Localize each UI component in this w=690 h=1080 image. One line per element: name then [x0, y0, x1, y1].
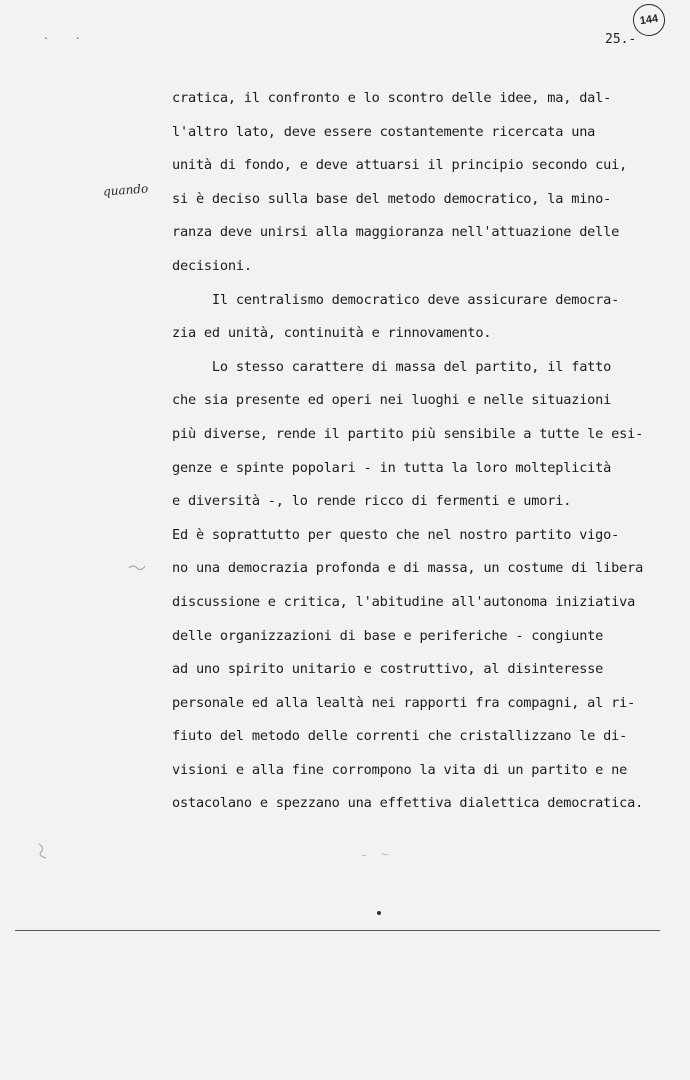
page-number: 25.-: [605, 32, 637, 47]
text-line: delle organizzazioni di base e periferiche - congiunte: [172, 627, 604, 644]
text-line: e diversità -, lo rende ricco di fermenti e umori.: [172, 493, 572, 510]
bottom-rule: [15, 930, 660, 931]
ink-dot: [377, 911, 381, 915]
text-line: discussione e critica, l'abitudine all'autonoma iniziativa: [172, 593, 636, 610]
text-line: no una democrazia profonda e di massa, un costume di libera: [172, 560, 644, 577]
text-line: Ed è soprattutto per questo che nel nostro partito vigo-: [172, 526, 620, 543]
text-line: Il centralismo democratico deve assicurare democra-: [172, 291, 620, 308]
text-line: unità di fondo, e deve attuarsi il principio secondo cui,: [172, 157, 628, 174]
edge-marks: . .: [44, 26, 92, 42]
text-line: decisioni.: [172, 257, 252, 274]
text-line: l'altro lato, deve essere costantemente ricercata una: [172, 123, 596, 140]
stray-ink-mark: [128, 562, 146, 572]
stray-ink-mark: [360, 850, 390, 860]
text-line: ostacolano e spezzano una effettiva dialettica democratica.: [172, 795, 644, 812]
text-line: fiuto del metodo delle correnti che cristallizzano le di-: [172, 728, 628, 745]
text-line: ranza deve unirsi alla maggioranza nell'attuazione delle: [172, 224, 620, 241]
text-line: cratica, il confronto e lo scontro delle idee, ma, dal-: [172, 90, 612, 106]
text-line: visioni e alla fine corrompono la vita di un partito e ne: [172, 761, 628, 778]
text-line: che sia presente ed operi nei luoghi e nelle situazioni: [172, 392, 612, 409]
text-line: genze e spinte popolari - in tutta la loro molteplicità: [172, 459, 612, 476]
text-line: personale ed alla lealtà nei rapporti fra compagni, al ri-: [172, 694, 636, 711]
text-line: ad uno spirito unitario e costruttivo, al disinteresse: [172, 661, 604, 678]
handwritten-margin-note: quando: [102, 181, 149, 199]
text-line: più diverse, rende il partito più sensibile a tutte le esi-: [172, 425, 644, 442]
text-line: Lo stesso carattere di massa del partito, il fatto: [172, 358, 612, 375]
text-line: zia ed unità, continuità e rinnovamento.: [172, 325, 492, 342]
archive-stamp: 144: [631, 2, 667, 38]
document-body: [172, 82, 672, 821]
stray-ink-mark: [36, 840, 52, 860]
text-line: si è deciso sulla base del metodo democratico, la mino-: [172, 190, 612, 207]
